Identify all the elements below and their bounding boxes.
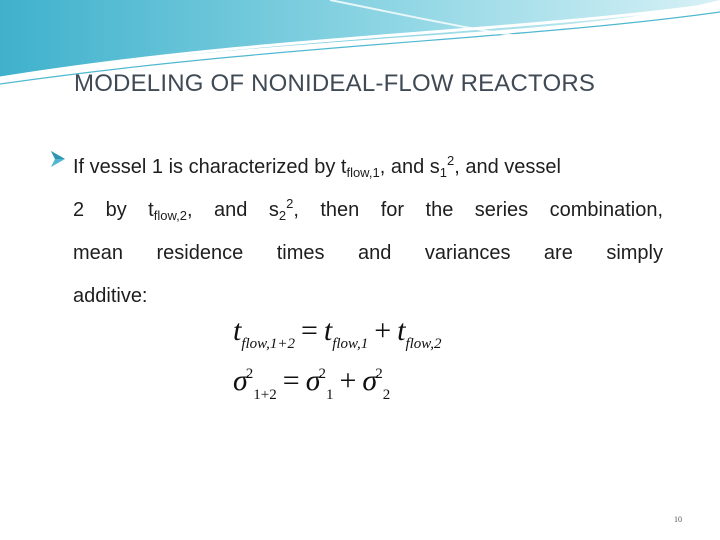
superscript: 2 <box>446 153 455 168</box>
text-run: , and vessel <box>454 156 561 178</box>
subscript: 2 <box>278 208 287 223</box>
eq-superscript: 2 <box>375 366 383 382</box>
eq-superscript: 2 <box>318 366 326 382</box>
eq-subscript: 1 <box>325 387 334 403</box>
bullet-line-2 <box>73 189 663 232</box>
text-run: , and s <box>379 156 440 178</box>
text-run: , then for the series combination, <box>293 199 663 221</box>
text-run: 2 by t <box>73 199 154 221</box>
bullet-line-3: mean residence times and variances are simply <box>73 242 663 264</box>
slide-title: MODELING OF NONIDEAL-FLOW REACTORS <box>74 70 596 97</box>
subscript: flow,1 <box>346 165 380 180</box>
superscript: 2 <box>286 196 294 211</box>
subscript: 1 <box>439 165 447 180</box>
subscript: flow,2 <box>153 208 187 223</box>
eq-subscript: flow,1 <box>332 336 369 352</box>
text-run: , and s <box>186 199 279 221</box>
eq-subscript: 2 <box>382 387 391 403</box>
eq-symbol: t <box>397 314 406 347</box>
eq-superscript: 2 <box>245 366 254 382</box>
eq-operator: = <box>300 314 318 347</box>
eq-symbol: σ <box>362 364 378 397</box>
eq-symbol: t <box>233 314 242 347</box>
arrow-bullet-icon <box>50 150 66 168</box>
eq-symbol: σ <box>305 364 321 397</box>
equation-mean-residence-time <box>233 314 441 353</box>
eq-operator: + <box>374 314 392 347</box>
eq-subscript: flow,2 <box>405 336 442 352</box>
eq-subscript: 1+2 <box>253 387 277 403</box>
eq-symbol: σ <box>233 364 248 397</box>
bullet-line-1 <box>73 146 663 189</box>
page-number: 10 <box>674 515 682 524</box>
equation-variance <box>233 364 390 404</box>
bullet-line-4: additive: <box>73 285 148 307</box>
eq-operator: + <box>339 364 357 397</box>
eq-subscript: flow,1+2 <box>241 336 295 352</box>
bullet-paragraph <box>73 146 663 318</box>
text-run: If vessel 1 is characterized by t <box>73 156 347 178</box>
eq-symbol: t <box>323 314 333 347</box>
eq-operator: = <box>282 364 300 397</box>
